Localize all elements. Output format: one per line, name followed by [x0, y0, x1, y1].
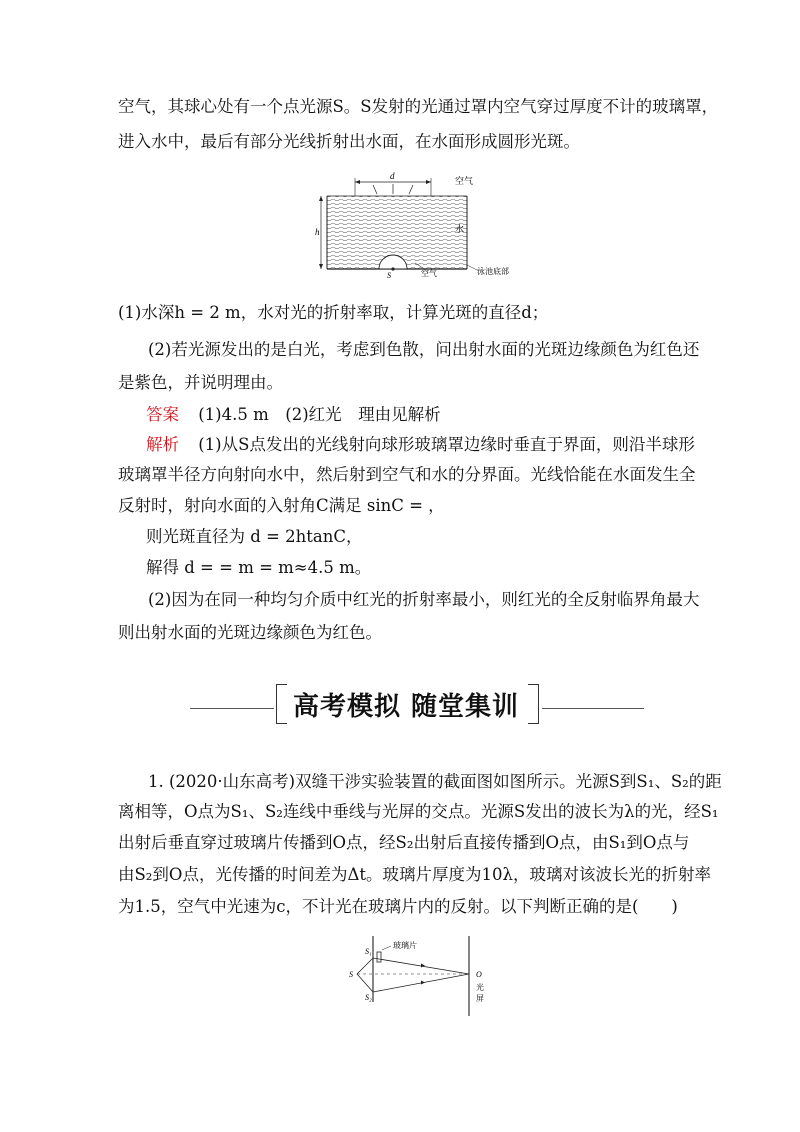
analysis-label: 解析 [146, 435, 179, 454]
pool-diagram [315, 170, 525, 278]
source-s-label: S [349, 970, 353, 979]
banner-bracket-left [276, 684, 287, 724]
analysis-line: 则出射水面的光斑边缘颜色为红色。 [118, 623, 382, 642]
section-banner-title: 高考模拟 随堂集训 [292, 692, 520, 722]
glass-label: 玻璃片 [393, 941, 417, 950]
air-bottom-label: 空气 [421, 269, 437, 278]
slit-s2-label: S₂ [365, 993, 372, 1002]
screen-label-2: 屏 [476, 994, 484, 1003]
slit-s1-label: S₁ [365, 947, 372, 956]
pool-bottom-label: 泳池底部 [477, 267, 509, 276]
question-1: (1)水深h = 2 m，水对光的折射率取，计算光斑的直径d； [118, 303, 549, 322]
problem-line: 离相等，O点为S₁、S₂连线中垂线与光屏的交点。光源S发出的波长为λ的光，经S₁ [118, 802, 719, 821]
banner-rule-right [542, 708, 644, 709]
screen-label-1: 光 [476, 983, 484, 992]
analysis-line: 玻璃罩半径方向射向水中，然后射到空气和水的分界面。光线恰能在水面发生全 [118, 465, 696, 484]
water-label: 水 [455, 225, 465, 235]
source-s-label: S [387, 271, 391, 278]
answer-line [146, 404, 441, 426]
h-label: h [315, 227, 320, 237]
analysis-line: (2)因为在同一种均匀介质中红光的折射率最小，则红光的全反射临界角最大 [148, 590, 700, 609]
banner-bracket-right [528, 684, 539, 724]
answer-label: 答案 [146, 405, 179, 424]
double-slit-diagram [345, 930, 505, 1020]
analysis-line [146, 434, 695, 456]
paragraph-line: 空气，其球心处有一个点光源S。S发射的光通过罩内空气穿过厚度不计的玻璃罩， [118, 97, 719, 116]
analysis-line: 解得 d = = m = m≈4.5 m。 [146, 558, 372, 577]
answer-text: (1)4.5 m (2)红光 理由见解析 [198, 405, 441, 424]
air-top-label: 空气 [455, 177, 474, 187]
d-label: d [390, 171, 395, 181]
problem-line: 为1.5，空气中光速为c，不计光在玻璃片内的反射。以下判断正确的是( ) [118, 897, 678, 916]
problem-line: 出射后垂直穿过玻璃片传播到O点，经S₂出射后直接传播到O点，由S₁到O点与 [118, 833, 690, 852]
banner-rule-left [190, 708, 274, 709]
paragraph-line: 进入水中，最后有部分光线折射出水面，在水面形成圆形光斑。 [118, 132, 580, 151]
point-o-label: O [476, 970, 482, 979]
question-2-line: 是紫色，并说明理由。 [118, 373, 283, 392]
analysis-line: 反射时，射向水面的入射角C满足 sinC = ， [118, 496, 445, 515]
question-2-line: (2)若光源发出的是白光，考虑到色散，问出射水面的光斑边缘颜色为红色还 [148, 340, 700, 359]
problem-line: 由S₂到O点，光传播的时间差为Δt。玻璃片厚度为10λ，玻璃对该波长光的折射率 [118, 865, 711, 884]
problem-line: 1. (2020·山东高考)双缝干涉实验装置的截面图如图所示。光源S到S₁、S₂的距 [148, 772, 722, 791]
analysis-text: (1)从S点发出的光线射向球形玻璃罩边缘时垂直于界面，则沿半球形 [198, 435, 695, 454]
analysis-line: 则光斑直径为 d = 2htanC， [146, 527, 363, 546]
